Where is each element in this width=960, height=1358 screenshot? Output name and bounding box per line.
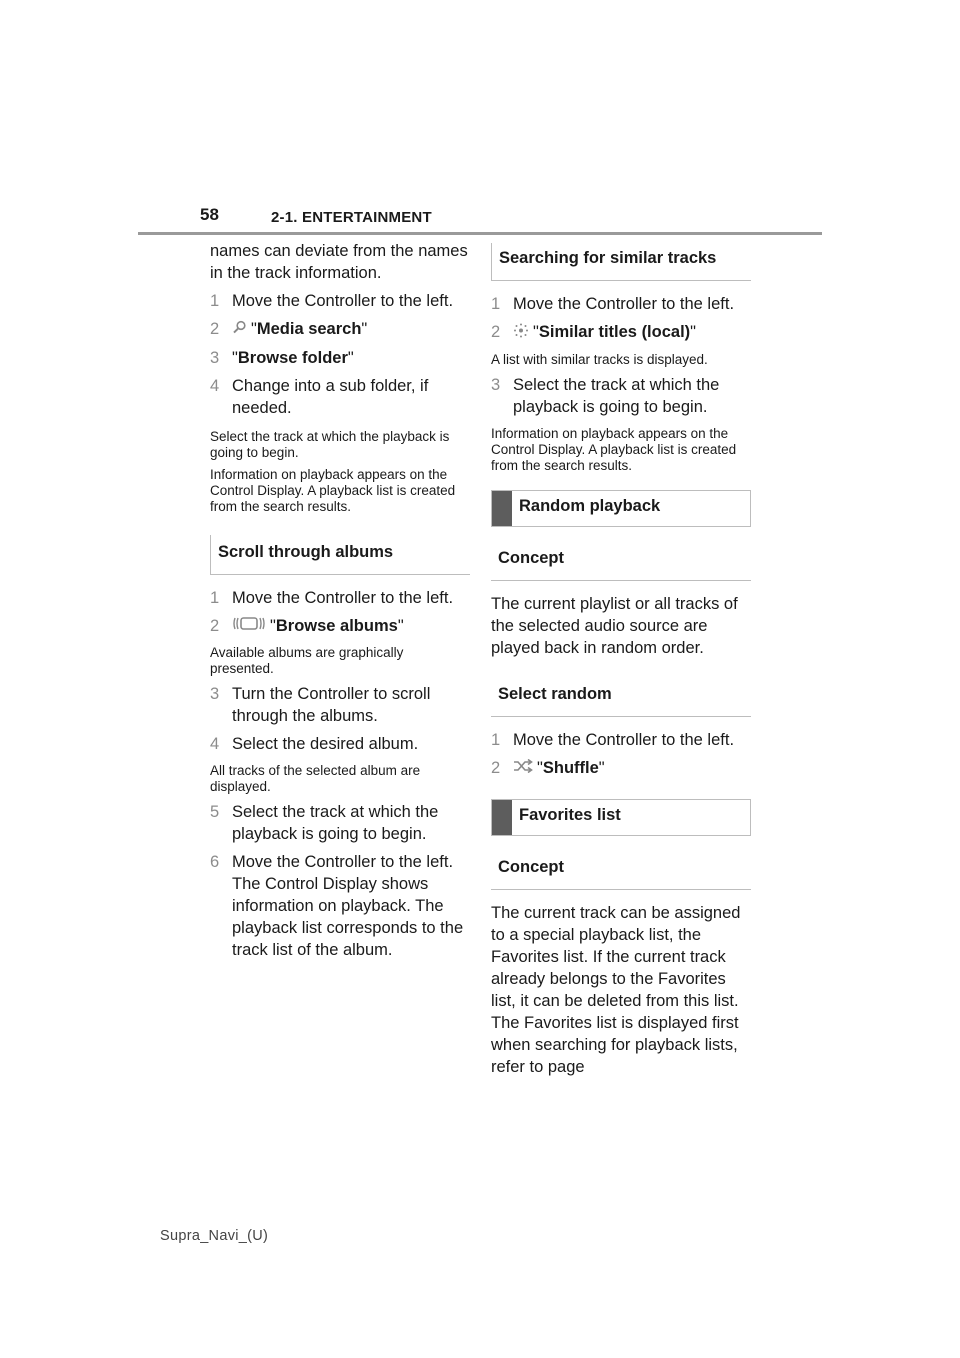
quote-close: " <box>361 320 368 338</box>
step-text: Move the Controller to the left. <box>232 292 454 310</box>
menu-item-similar-titles: Similar titles (local) <box>538 323 691 341</box>
heading-similar-tracks: Searching for similar tracks <box>491 243 751 281</box>
note-text: Information on playback appears on the Control Display. A playback list is created from the search results. <box>491 425 737 473</box>
step-text: Move the Controller to the left. <box>513 295 735 313</box>
step <box>491 321 751 344</box>
section-title: 2-1. ENTERTAINMENT <box>271 209 432 226</box>
step-number: 5 <box>210 803 220 822</box>
intro-text: names can deviate from the names in the track information. <box>210 242 468 282</box>
heading-text: Random playback <box>519 496 661 515</box>
menu-item-browse-albums: Browse albums <box>275 616 398 635</box>
quote-close: " <box>598 758 605 777</box>
heading-concept: Concept <box>491 541 751 581</box>
browse-albums-icon <box>232 615 266 637</box>
step-number: 2 <box>491 758 501 777</box>
step <box>210 318 470 341</box>
step <box>210 851 470 961</box>
step-text: Move the Controller to the left. <box>513 730 735 749</box>
step-number: 3 <box>210 685 220 704</box>
step <box>210 615 470 638</box>
quote-close: " <box>397 616 404 635</box>
menu-item-browse-folder: Browse folder <box>237 348 348 367</box>
menu-item-media-search: Media search <box>256 320 362 338</box>
step-text: Change into a sub folder, if needed. <box>232 376 429 417</box>
shuffle-icon <box>513 757 533 779</box>
heading-bar <box>492 800 512 835</box>
quote-open: " <box>270 616 276 635</box>
note-text: Select the track at which the playback is going to begin. <box>210 428 450 460</box>
quote-open: " <box>251 320 257 338</box>
document-code: Supra_Navi_(U) <box>160 1228 269 1244</box>
right-column <box>491 243 751 1084</box>
step-number: 2 <box>210 320 220 338</box>
step-number: 1 <box>491 295 501 313</box>
step <box>210 290 470 312</box>
favorites-concept-text: The current track can be assigned to a special playback list, the Favorites list. If the current track already belongs to the Favorites list, it can be deleted from this list. The Favorites list is displayed first when searching for playback lists, refer to page <box>491 904 741 1077</box>
step-number: 1 <box>491 730 501 749</box>
step-text: Move the Controller to the left. <box>232 588 454 607</box>
heading-scroll-albums: Scroll through albums <box>210 535 470 575</box>
quote-open: " <box>232 348 238 367</box>
step-text: Select the desired album. <box>232 735 419 754</box>
note-text: Available albums are graphically presented. <box>210 645 404 677</box>
step <box>491 757 751 780</box>
heading-favorites-list <box>491 799 751 836</box>
step <box>210 375 470 419</box>
step-number: 2 <box>491 323 501 341</box>
search-icon <box>232 319 247 341</box>
step <box>491 374 751 418</box>
step-number: 2 <box>210 616 220 635</box>
step-text: Select the track at which the playback is going to begin. <box>232 803 439 844</box>
step-number: 1 <box>210 588 220 607</box>
heading-concept: Concept <box>491 850 751 890</box>
note-text: A list with similar tracks is displayed. <box>491 351 708 367</box>
step <box>491 293 751 315</box>
step-number: 6 <box>210 853 220 872</box>
quote-open: " <box>533 323 539 341</box>
step <box>210 801 470 845</box>
step-text: Select the track at which the playback is going to begin. <box>513 375 720 416</box>
step-number: 3 <box>210 348 220 367</box>
step <box>491 729 751 751</box>
page-number: 58 <box>200 205 219 224</box>
quote-close: " <box>347 348 354 367</box>
heading-random-playback <box>491 490 751 527</box>
step <box>210 347 470 369</box>
step <box>210 683 470 727</box>
heading-bar <box>492 491 512 526</box>
heading-text: Favorites list <box>519 806 621 825</box>
similar-tracks-icon <box>513 322 529 344</box>
random-concept-text: The current playlist or all tracks of the selected audio source are played back in random order. <box>491 594 738 657</box>
quote-close: " <box>690 323 697 341</box>
step-number: 4 <box>210 735 220 754</box>
step-number: 4 <box>210 376 220 395</box>
left-column <box>210 240 470 967</box>
menu-item-shuffle: Shuffle <box>542 758 599 777</box>
step <box>210 587 470 609</box>
step-text: Turn the Controller to scroll through the albums. <box>232 685 431 726</box>
note-text: All tracks of the selected album are displayed. <box>210 763 421 795</box>
note-text: Information on playback appears on the Control Display. A playback list is created from the search results. <box>210 466 456 514</box>
step-number: 3 <box>491 375 501 394</box>
heading-select-random: Select random <box>491 677 751 717</box>
step-number: 1 <box>210 292 220 310</box>
step <box>210 733 470 755</box>
quote-open: " <box>537 758 543 777</box>
step-text: Move the Controller to the left. The Control Display shows information on playback. The playback list corresponds to the track list of the album. <box>232 853 464 960</box>
header-rule <box>138 232 822 235</box>
